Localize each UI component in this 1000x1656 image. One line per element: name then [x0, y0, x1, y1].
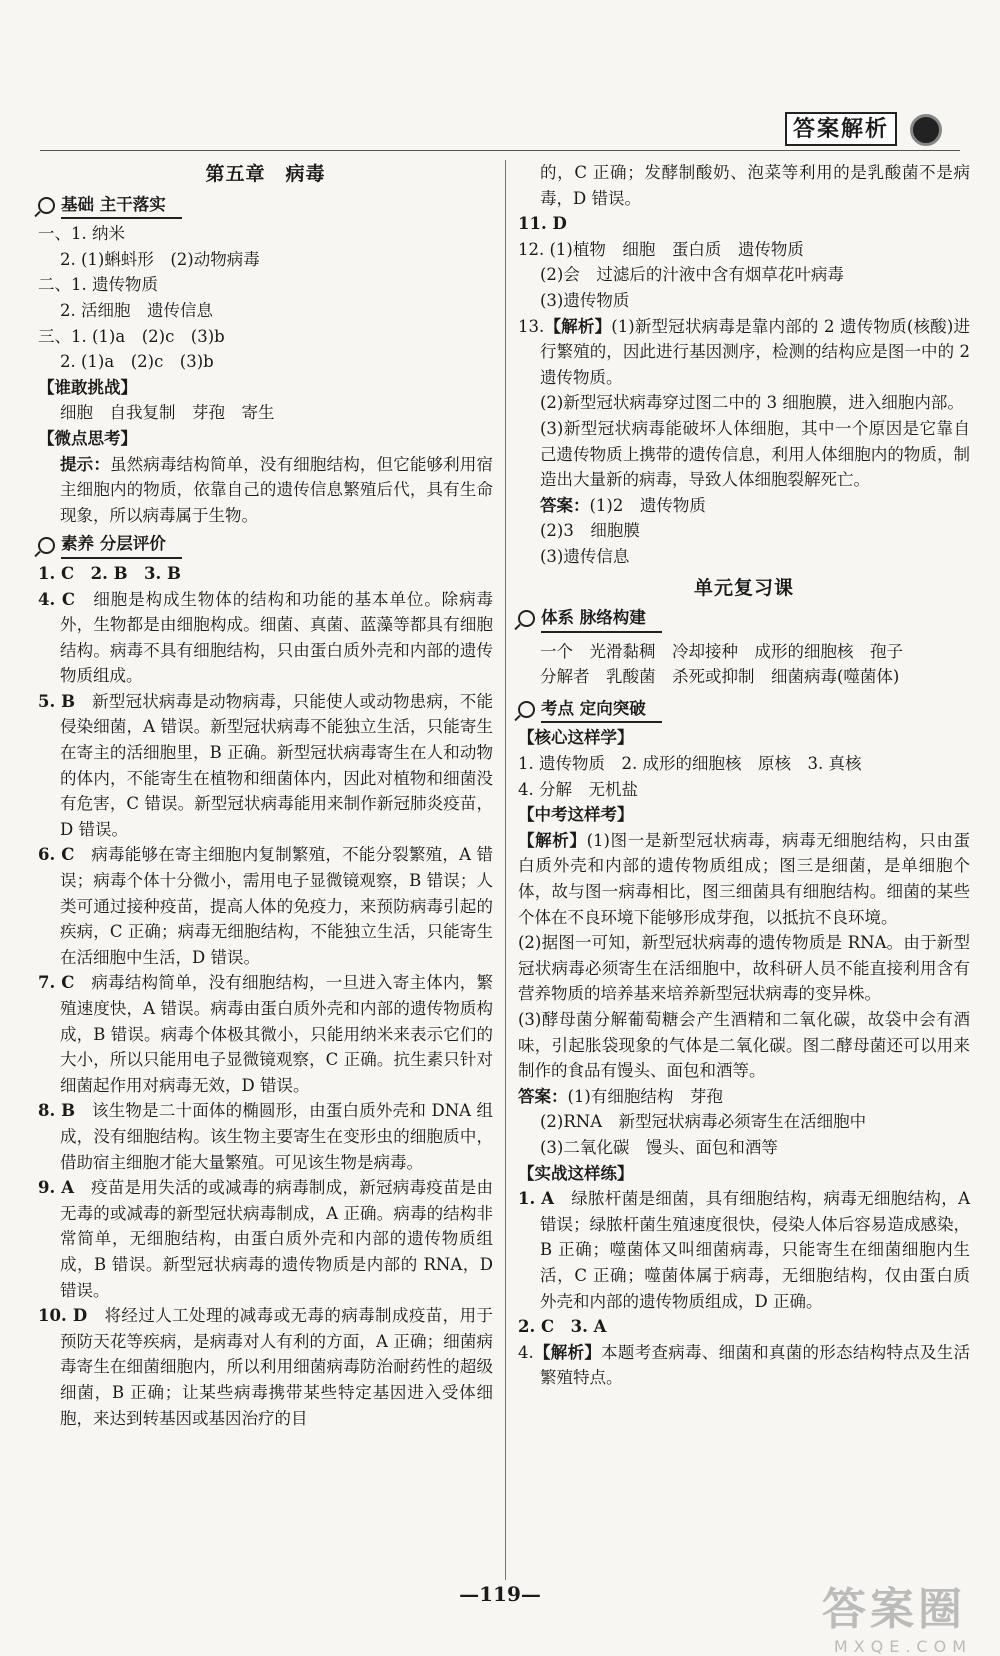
- answer-item: 10. D 将经过人工处理的减毒或无毒的病毒制成疫苗，用于预防天花等疾病，是病毒对人有利的方面，A 正确；细菌病毒寄生在细菌细胞内，所以利用细菌病毒防治耐药性的超级细菌，B 正确；让某些病毒携带某些特定基因进入受体细胞，来达到转基因或基因治疗的目: [38, 1306, 494, 1428]
- magnifier-icon: [518, 701, 535, 718]
- answer-line: (2)RNA 新型冠状病毒必须寄生在活细胞中: [540, 1112, 867, 1132]
- answer-line: 2. (1)a (2)c (3)b: [60, 352, 214, 372]
- left-column: [38, 160, 493, 1431]
- watermark-url: MXQE.COM: [833, 1637, 972, 1656]
- section-heading: 体系 脉络构建: [518, 605, 970, 633]
- answer-line: (2)3 细胞膜: [540, 521, 640, 541]
- answer-item: 1. A 绿脓杆菌是细菌，具有细胞结构，病毒无细胞结构，A 错误；绿脓杆菌生殖速度很快，侵染人体后容易造成感染，B 正确；噬菌体又叫细菌病毒，只能寄生在细菌细胞内生活，C 正确；噬菌体属于病毒，无细胞结构，仅由蛋白质外壳和内部的遗传物质组成，D 正确。: [518, 1189, 970, 1311]
- answer-line: 分解者 乳酸菌 杀死或抑制 细菌病毒(噬菌体): [540, 667, 900, 687]
- subsection-tag: 【实战这样练】: [518, 1163, 634, 1183]
- answer-line: 12. (1)植物 细胞 蛋白质 遗传物质: [518, 239, 804, 259]
- subsection-tag: 【谁敢挑战】: [38, 377, 137, 397]
- answer-line: (3)二氧化碳 馒头、面包和酒等: [540, 1137, 778, 1157]
- answer-item: 13.【解析】(1)新型冠状病毒是靠内部的 2 遗传物质(核酸)进行繁殖的，因此进行基因测序，检测的结构应是图一中的 2 遗传物质。: [518, 316, 971, 387]
- answer-line: 2. (1)蝌蚪形 (2)动物病毒: [60, 249, 260, 269]
- hint-paragraph: 提示：虽然病毒结构简单，没有细胞结构，但它能够利用宿主细胞内的物质，依靠自己的遗传信息繁殖后代，具有生命现象，所以病毒属于生物。: [60, 454, 494, 525]
- subsection-tag: 【微点思考】: [38, 428, 137, 448]
- answer-line: 的，C 正确；发酵制酸奶、泡菜等利用的是乳酸菌不是病毒，D 错误。: [540, 163, 970, 208]
- section-heading: 考点 定向突破: [518, 696, 970, 724]
- logo-text: 答案解析: [785, 112, 897, 146]
- watermark-text: 答案圈: [822, 1584, 966, 1635]
- answer-item: 4.【解析】本题考查病毒、细菌和真菌的形态结构特点及生活繁殖特点。: [518, 1342, 971, 1388]
- emblem-icon: [910, 114, 942, 146]
- subsection-tag: 【核心这样学】: [518, 728, 634, 748]
- answer-line: 一个 光滑黏稠 冷却接种 成形的细胞核 孢子: [540, 641, 903, 661]
- answer-line: 一、1. 纳米: [38, 224, 125, 244]
- answer-line: 11. D: [518, 214, 567, 234]
- right-column: [518, 160, 970, 1391]
- answer-item: 5. B 新型冠状病毒是动物病毒，只能使人或动物患病，不能侵染细菌，A 错误。新型冠状病毒不能独立生活，只能寄生在寄主的活细胞里，B 正确。新型冠状病毒寄生在人和动物的体内，不能寄生在植物和细菌体内，因此对植物和细菌没有危害，C 错误。新型冠状病毒能用来制作新冠肺炎疫苗，D 错误。: [38, 691, 494, 839]
- answer-line: 答案：(1)有细胞结构 芽孢: [518, 1086, 723, 1106]
- answer-line: 1. C 2. B 3. B: [38, 563, 181, 583]
- page-number: —119—: [459, 1582, 541, 1606]
- answer-item: 8. B 该生物是二十面体的椭圆形，由蛋白质外壳和 DNA 组成，没有细胞结构。该生物主要寄生在变形虫的细胞质中，借助宿主细胞才能大量繁殖。可见该生物是病毒。: [38, 1101, 494, 1172]
- answer-line: (3)酵母菌分解葡萄糖会产生酒精和二氧化碳，故袋中会有酒味，引起胀袋现象的气体是二氧化碳。图二酵母菌还可以用来制作的食品有馒头、面包和酒等。: [518, 1010, 970, 1081]
- answer-line: 2. C 3. A: [518, 1317, 607, 1337]
- header-rule: [40, 150, 960, 151]
- section-heading: 基础 主干落实: [38, 192, 493, 220]
- answer-line: 2. 活细胞 遗传信息: [60, 300, 213, 320]
- subsection-tag: 【中考这样考】: [518, 805, 634, 825]
- answer-line: (3)新型冠状病毒能破坏人体细胞，其中一个原因是它靠自己遗传物质上携带的遗传信息，利用人体细胞内的物质，制造出大量新的病毒，导致人体细胞裂解死亡。: [540, 418, 970, 490]
- answer-line: (3)遗传信息: [540, 546, 630, 566]
- answer-line: 三、1. (1)a (2)c (3)b: [38, 326, 225, 346]
- answer-line: 1. 遗传物质 2. 成形的细胞核 原核 3. 真核: [518, 754, 862, 774]
- answer-line: 答案：(1)2 遗传物质: [540, 495, 706, 515]
- answer-line: (3)遗传物质: [540, 290, 630, 310]
- answer-item: 4. C 细胞是构成生物体的结构和功能的基本单位。除病毒外，生物都是由细胞构成。细菌、真菌、蓝藻等都具有细胞结构。病毒不具有细胞结构，只由蛋白质外壳和内部的遗传物质组成。: [38, 589, 494, 686]
- answer-line: 二、1. 遗传物质: [38, 275, 158, 295]
- answer-line: (2)新型冠状病毒穿过图二中的 3 细胞膜，进入细胞内部。: [540, 393, 964, 413]
- answer-line: (2)据图一可知，新型冠状病毒的遗传物质是 RNA。由于新型冠状病毒必须寄生在活细胞中，故科研人员不能直接利用含有营养物质的培养基来培养新型冠状病毒的变异株。: [518, 933, 970, 1004]
- column-divider: [505, 160, 506, 1580]
- answer-item: 7. C 病毒结构简单，没有细胞结构，一旦进入寄主体内，繁殖速度快，A 错误。病毒由蛋白质外壳和内部的遗传物质构成，B 错误。病毒个体极其微小，只能用纳米来表示它们的大小，所以只能用电子显微镜观察，C 正确。抗生素只针对细菌起作用对病毒无效，D 错误。: [38, 973, 494, 1095]
- unit-title: 单元复习课: [693, 576, 794, 599]
- chapter-title: 第五章 病毒: [205, 163, 326, 185]
- watermark: [822, 1573, 972, 1656]
- answer-item: 【解析】(1)图一是新型冠状病毒，病毒无细胞结构，只由蛋白质外壳和内部的遗传物质组成；图三是细菌，是单细胞个体，故与图一病毒相比，图三细菌具有细胞结构。细菌的某些个体在不良环境下能够形成芽孢，以抵抗不良环境。: [518, 830, 971, 927]
- magnifier-icon: [38, 537, 55, 554]
- answer-line: 细胞 自我复制 芽孢 寄生: [60, 403, 275, 423]
- answer-line: 4. 分解 无机盐: [518, 779, 638, 799]
- magnifier-icon: [518, 610, 535, 627]
- header-logo: [785, 108, 960, 148]
- answer-item: 9. A 疫苗是用失活的或减毒的病毒制成，新冠病毒疫苗是由无毒的或减毒的新型冠状病毒制成，A 正确。病毒的结构非常简单，无细胞结构，由蛋白质外壳和内部的遗传物质组成，B 错误。新型冠状病毒的遗传物质是内部的 RNA，D 错误。: [38, 1178, 494, 1300]
- section-heading: 素养 分层评价: [38, 531, 493, 559]
- magnifier-icon: [38, 197, 55, 214]
- answer-item: 6. C 病毒能够在寄主细胞内复制繁殖，不能分裂繁殖，A 错误；病毒个体十分微小，需用电子显微镜观察，B 错误；人类可通过接种疫苗，提高人体的免疫力，来预防病毒引起的疾病，C 正确；病毒无细胞结构，不能独立生活，只能寄生在活细胞中生活，D 错误。: [38, 845, 494, 967]
- answer-line: (2)会 过滤后的汁液中含有烟草花叶病毒: [540, 265, 844, 285]
